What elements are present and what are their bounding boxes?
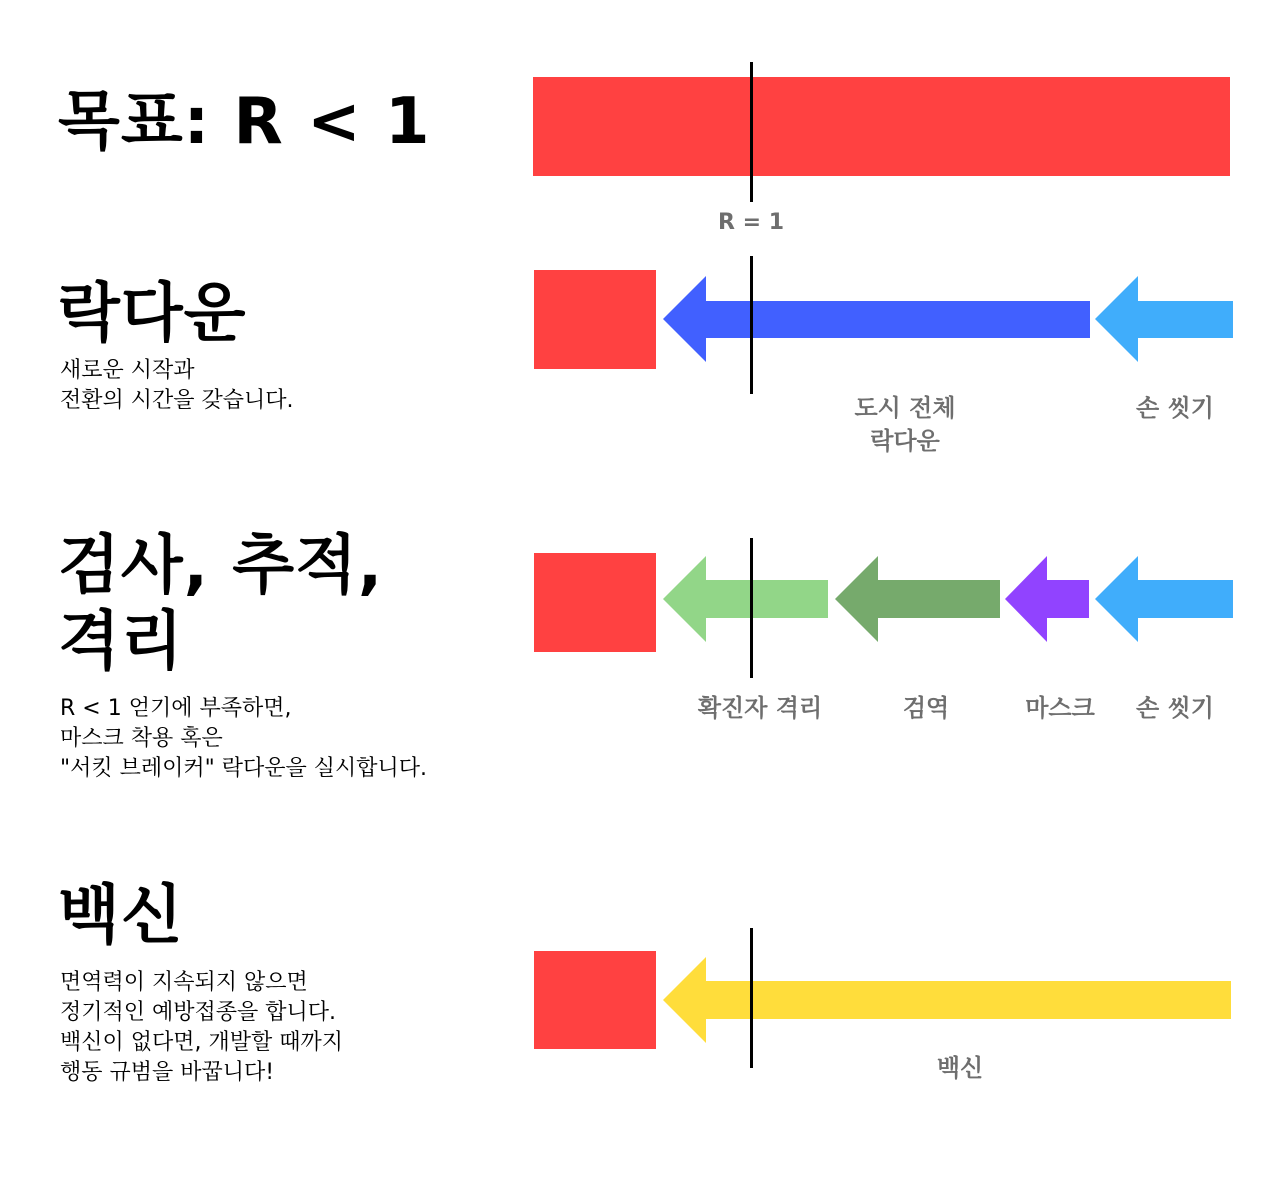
vaccine-title: 백신 bbox=[58, 879, 184, 953]
quarantine-arrow bbox=[835, 556, 1000, 642]
r-equals-one-label: R = 1 bbox=[718, 210, 784, 235]
testing-title: 검사, 추적, 격리 bbox=[58, 529, 384, 679]
lockdown-handwashing-arrow bbox=[1095, 276, 1233, 362]
mask-arrow bbox=[1005, 556, 1089, 642]
testing-description: R < 1 얻기에 부족하면, 마스크 착용 혹은 "서킷 브레이커" 락다운을 실시합니다. bbox=[60, 696, 427, 781]
testing-handwashing-label: 손 씻기 bbox=[1136, 694, 1214, 722]
testing-handwashing-arrow bbox=[1095, 556, 1233, 642]
lockdown-title: 락다운 bbox=[58, 277, 247, 351]
lockdown-r-line bbox=[750, 256, 753, 394]
vaccine-remaining-square bbox=[534, 951, 656, 1049]
goal-title: 목표: R < 1 bbox=[58, 85, 431, 159]
city-lockdown-arrow bbox=[663, 276, 1090, 362]
mask-label: 마스크 bbox=[1025, 694, 1095, 722]
quarantine-label: 검역 bbox=[902, 694, 950, 722]
vaccine-arrow bbox=[663, 957, 1231, 1043]
isolation-arrow bbox=[663, 556, 828, 642]
vaccine-description: 면역력이 지속되지 않으면 정기적인 예방접종을 합니다. 백신이 없다면, 개발할 때까지 행동 규범을 바꿉니다! bbox=[60, 970, 343, 1085]
vaccine-label: 백신 bbox=[936, 1054, 984, 1082]
lockdown-handwashing-label: 손 씻기 bbox=[1136, 394, 1214, 422]
r-equals-one-line bbox=[750, 62, 753, 202]
testing-remaining-square bbox=[534, 553, 656, 652]
testing-r-line bbox=[750, 538, 753, 678]
lockdown-remaining-square bbox=[534, 270, 656, 369]
vaccine-r-line bbox=[750, 928, 753, 1068]
isolation-label: 확진자 격리 bbox=[697, 694, 823, 722]
goal-bar bbox=[533, 77, 1230, 176]
lockdown-description: 새로운 시작과 전환의 시간을 갖습니다. bbox=[60, 358, 294, 413]
city-lockdown-label: 도시 전체 락다운 bbox=[854, 394, 956, 455]
